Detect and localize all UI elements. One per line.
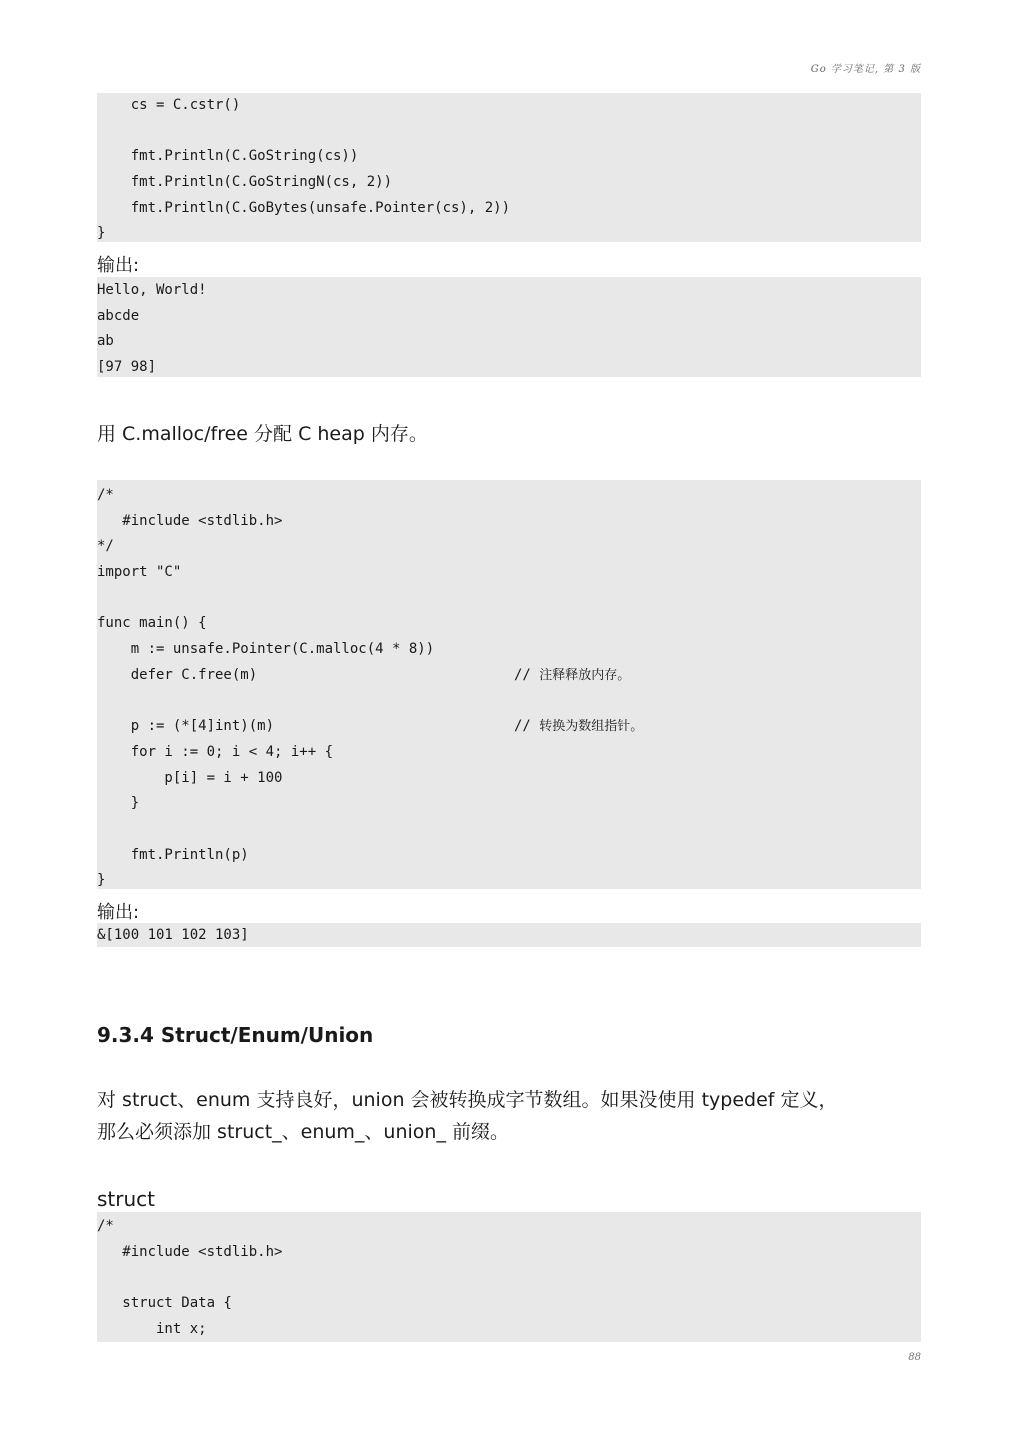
code-line: cs = C.cstr() — [97, 97, 241, 113]
code-comment — [514, 663, 630, 689]
struct-paragraph-line-2: 那么必须添加 struct_、enum_、union_ 前缀。 — [97, 1121, 509, 1143]
code-line: abcde — [97, 307, 140, 324]
code-line — [97, 119, 921, 145]
code-line: ab — [97, 333, 114, 350]
code-line — [97, 611, 921, 637]
code-line: fmt.Println(C.GoStringN(cs, 2)) — [97, 174, 393, 191]
section-heading: 9.3.4 Struct/Enum/Union — [97, 1023, 374, 1047]
code-line — [97, 868, 921, 894]
code-line — [97, 766, 921, 792]
code-line — [97, 740, 921, 766]
code-text: } — [97, 872, 106, 889]
code-text: for i := 0; i < 4; i++ { — [97, 743, 334, 760]
malloc-paragraph: 用 C.malloc/free 分配 C heap 内存。 — [97, 423, 428, 445]
code-line: /* — [97, 1218, 114, 1234]
code-text: /* — [97, 487, 114, 503]
code-line — [97, 843, 921, 869]
running-header: Go 学习笔记, 第 3 版 — [810, 64, 921, 75]
code-line — [97, 791, 921, 817]
code-line: int x; — [97, 1320, 207, 1337]
code-line: #include <stdlib.h> — [97, 1243, 283, 1260]
code-comment — [514, 714, 643, 740]
code-line — [97, 1265, 921, 1291]
code-line: } — [97, 225, 106, 242]
code-line: [97 98] — [97, 359, 157, 376]
code-block-cstring — [97, 93, 921, 242]
code-line — [97, 586, 921, 612]
code-line — [97, 817, 921, 843]
code-line — [97, 534, 921, 560]
code-text: func main() { — [97, 615, 207, 632]
code-line: fmt.Println(C.GoString(cs)) — [97, 148, 359, 165]
code-line — [97, 714, 921, 740]
struct-label: struct — [97, 1187, 155, 1211]
output-label: 输出: — [97, 255, 140, 276]
code-line: &[100 101 102 103] — [97, 927, 249, 943]
comment-text: 转换为数组指针。 — [539, 719, 644, 735]
code-text: import "C" — [97, 564, 182, 581]
code-line — [97, 663, 921, 689]
code-block-struct — [97, 1212, 921, 1342]
code-line — [97, 560, 921, 586]
code-block-malloc — [97, 480, 921, 889]
output-label: 输出: — [97, 902, 140, 923]
comment-prefix: // — [514, 718, 540, 735]
code-line — [97, 509, 921, 535]
code-line — [97, 483, 921, 509]
code-line: Hello, World! — [97, 282, 207, 298]
code-text: } — [97, 795, 140, 812]
page-number: 88 — [908, 1352, 921, 1363]
code-text: m := unsafe.Pointer(C.malloc(4 * 8)) — [97, 641, 435, 658]
code-text: p[i] = i + 100 — [97, 769, 283, 786]
output-block-cstring — [97, 277, 921, 377]
code-text: p := (*[4]int)(m) — [97, 718, 275, 735]
code-line: fmt.Println(C.GoBytes(unsafe.Pointer(cs), 2)) — [97, 199, 511, 216]
code-line — [97, 637, 921, 663]
code-text: defer C.free(m) — [97, 666, 258, 683]
struct-paragraph-line-1: 对 struct、enum 支持良好，union 会被转换成字节数组。如果没使用 typedef 定义， — [97, 1089, 838, 1111]
comment-prefix: // — [514, 666, 540, 683]
code-line: struct Data { — [97, 1295, 232, 1312]
output-block-malloc — [97, 923, 921, 947]
code-text: #include <stdlib.h> — [97, 512, 283, 529]
comment-text: 注释释放内存。 — [539, 667, 631, 683]
code-text: fmt.Println(p) — [97, 846, 249, 863]
code-line — [97, 689, 921, 715]
code-text: */ — [97, 538, 114, 555]
